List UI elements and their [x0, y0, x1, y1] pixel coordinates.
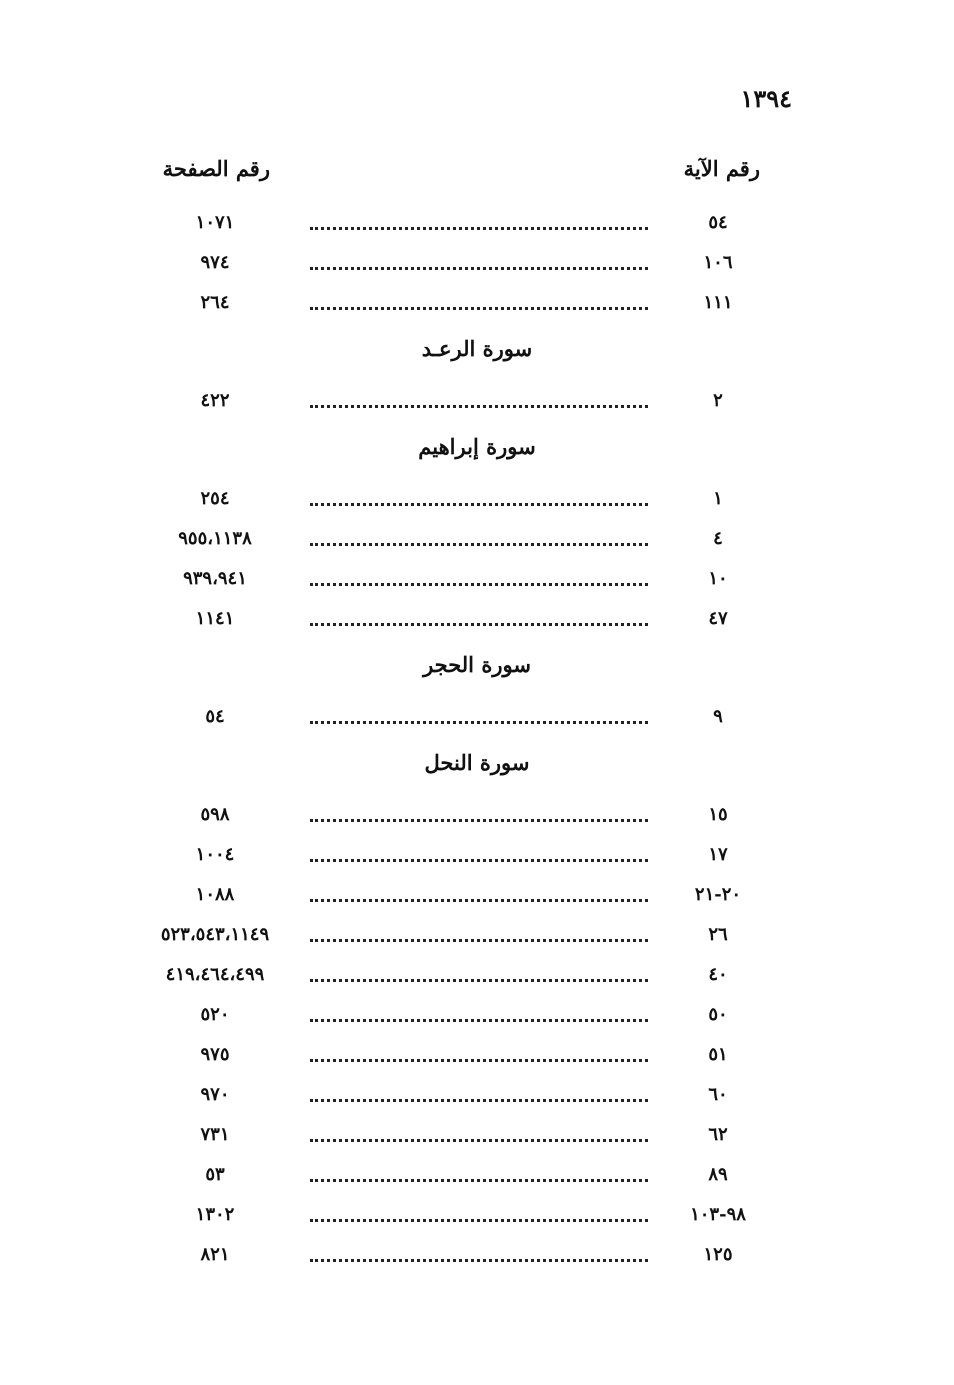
index-row — [0, 1198, 954, 1238]
index-row — [0, 522, 954, 562]
index-row — [0, 1158, 954, 1198]
dot-leader — [310, 819, 648, 822]
verse-number: ٢ — [713, 390, 723, 411]
index-row — [0, 1038, 954, 1078]
surah-heading — [0, 642, 954, 700]
verse-number: ٥١ — [708, 1044, 728, 1065]
page-references: ٥٣ — [205, 1164, 225, 1185]
verse-number: ٩ — [713, 706, 723, 727]
verse-number: ٤٠ — [708, 964, 728, 985]
dot-leader — [310, 227, 648, 230]
dot-leader — [310, 859, 648, 862]
page-references: ٥٢٣،٥٤٣،١١٤٩ — [160, 924, 270, 945]
surah-title: سورة الحجر — [423, 652, 531, 677]
index-row — [0, 1238, 954, 1278]
dot-leader — [310, 503, 648, 506]
verse-number-column-header: رقم الآية — [683, 156, 760, 181]
verse-number: ٩٨-١٠٣ — [690, 1204, 746, 1225]
dot-leader — [310, 1099, 648, 1102]
dot-leader — [310, 1179, 648, 1182]
dot-leader — [310, 721, 648, 724]
index-list — [0, 206, 954, 1278]
dot-leader — [310, 939, 648, 942]
page-references: ٩٧٥ — [200, 1044, 230, 1065]
page-references: ٧٣١ — [200, 1124, 230, 1145]
verse-number: ١٢٥ — [703, 1244, 733, 1265]
dot-leader — [310, 583, 648, 586]
verse-number: ١٠ — [708, 568, 728, 589]
verse-number: ١١١ — [703, 292, 733, 313]
dot-leader — [310, 405, 648, 408]
page-references: ٥٤ — [205, 706, 225, 727]
verse-number: ١٠٦ — [703, 252, 733, 273]
page-references: ٢٦٤ — [200, 292, 230, 313]
dot-leader — [310, 307, 648, 310]
page-references: ٩٥٥،١١٣٨ — [178, 528, 252, 549]
page-number-column-header: رقم الصفحة — [162, 156, 270, 181]
page-references: ٩٧٠ — [200, 1084, 230, 1105]
dot-leader — [310, 623, 648, 626]
dot-leader — [310, 543, 648, 546]
verse-number: ١ — [713, 488, 723, 509]
verse-number: ١٧ — [708, 844, 728, 865]
page-references: ٩٧٤ — [200, 252, 230, 273]
verse-number: ٥٠ — [708, 1004, 728, 1025]
index-row — [0, 482, 954, 522]
verse-number: ٦٠ — [708, 1084, 728, 1105]
page-references: ٤٢٢ — [200, 390, 230, 411]
page-references: ٥٩٨ — [200, 804, 230, 825]
page-number: ١٣٩٤ — [740, 84, 792, 113]
dot-leader — [310, 1139, 648, 1142]
surah-title: سورة إبراهيم — [418, 434, 536, 459]
verse-number: ٦٢ — [708, 1124, 728, 1145]
dot-leader — [310, 1219, 648, 1222]
verse-number: ٥٤ — [708, 212, 728, 233]
index-row — [0, 838, 954, 878]
surah-title: سورة الرعـد — [421, 336, 533, 361]
index-row — [0, 998, 954, 1038]
page-references: ٤١٩،٤٦٤،٤٩٩ — [165, 964, 265, 985]
index-row — [0, 878, 954, 918]
index-row — [0, 246, 954, 286]
page-references: ١٣٠٢ — [195, 1204, 235, 1225]
index-row — [0, 384, 954, 424]
page-references: ٩٣٩،٩٤١ — [183, 568, 247, 589]
page-references: ٨٢١ — [200, 1244, 230, 1265]
index-row — [0, 798, 954, 838]
surah-heading — [0, 740, 954, 798]
verse-number: ٨٩ — [708, 1164, 728, 1185]
index-row — [0, 602, 954, 642]
dot-leader — [310, 979, 648, 982]
page-references: ٢٥٤ — [200, 488, 230, 509]
page-references: ١٠٨٨ — [195, 884, 235, 905]
index-row — [0, 562, 954, 602]
verse-number: ١٥ — [708, 804, 728, 825]
surah-heading — [0, 424, 954, 482]
verse-number: ٤٧ — [708, 608, 728, 629]
index-row — [0, 958, 954, 998]
page-references: ١٠٠٤ — [195, 844, 235, 865]
index-row — [0, 918, 954, 958]
index-row — [0, 206, 954, 246]
index-row — [0, 1078, 954, 1118]
index-row — [0, 1118, 954, 1158]
index-row — [0, 286, 954, 326]
surah-title: سورة النحل — [424, 750, 530, 775]
dot-leader — [310, 1059, 648, 1062]
verse-number: ٢٦ — [708, 924, 728, 945]
surah-heading — [0, 326, 954, 384]
page-references: ١١٤١ — [195, 608, 235, 629]
page-references: ١٠٧١ — [195, 212, 235, 233]
index-row — [0, 700, 954, 740]
dot-leader — [310, 1259, 648, 1262]
verse-number: ٤ — [713, 528, 723, 549]
page-references: ٥٢٠ — [200, 1004, 230, 1025]
dot-leader — [310, 1019, 648, 1022]
dot-leader — [310, 899, 648, 902]
verse-number: ٢٠-٢١ — [694, 884, 742, 905]
dot-leader — [310, 267, 648, 270]
